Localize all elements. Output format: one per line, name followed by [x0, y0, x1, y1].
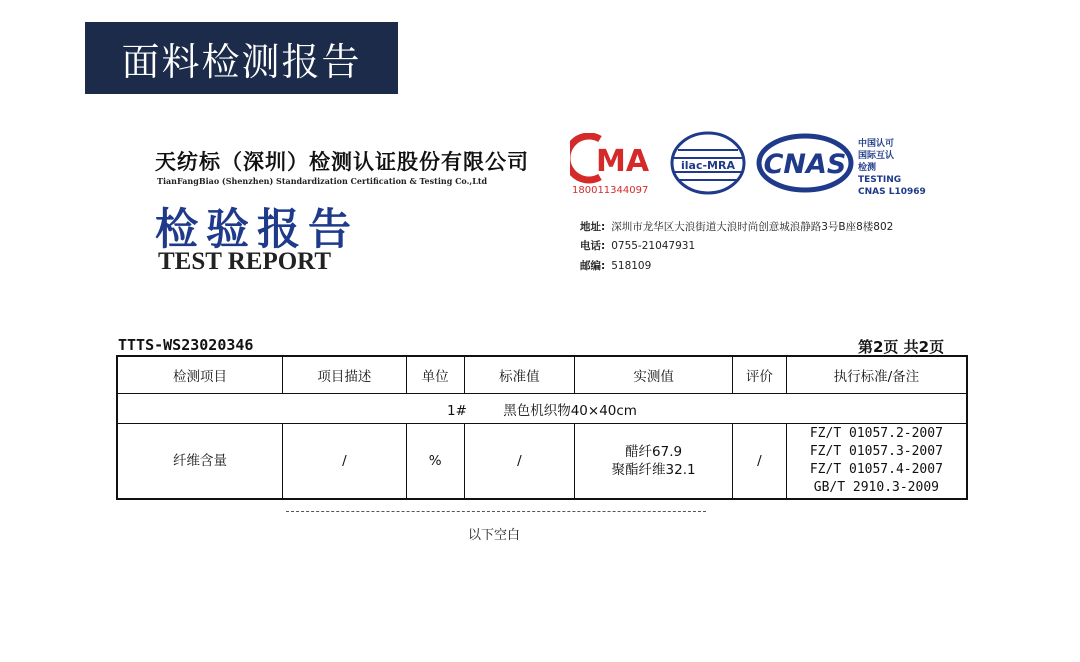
results-table	[116, 355, 968, 500]
header-cell: 评价	[732, 356, 786, 394]
description-cell: /	[283, 424, 407, 500]
table-header-row	[117, 356, 967, 394]
postcode-label: 邮编:	[580, 260, 606, 272]
header-cell: 标准值	[464, 356, 575, 394]
measured-cell	[575, 424, 733, 500]
address-label: 地址:	[580, 221, 606, 233]
sample-description: 黑色机织物40×40cm	[503, 402, 637, 419]
measured-line: 聚酯纤维32.1	[611, 462, 696, 478]
standards-cell	[786, 424, 967, 500]
phone-label: 电话:	[580, 240, 606, 252]
standard-line: FZ/T 01057.2-2007	[809, 426, 943, 441]
header-cell: 项目描述	[283, 356, 407, 394]
table-row	[117, 424, 967, 500]
divider	[286, 511, 706, 512]
report-title-en: TEST REPORT	[158, 248, 332, 275]
contact-phone	[580, 238, 695, 253]
cnas-line: CNAS L10969	[858, 187, 926, 197]
item-cell: 纤维含量	[117, 424, 283, 500]
cnas-line: 国际互认	[858, 151, 895, 161]
title-banner	[85, 22, 398, 94]
header-cell: 检测项目	[117, 356, 283, 394]
report-number: TTTS-WS23020346	[118, 336, 254, 354]
standard-line: GB/T 2910.3-2009	[813, 480, 939, 495]
cnas-line: TESTING	[858, 175, 902, 185]
cnas-line: 检测	[858, 163, 877, 173]
sample-row	[117, 394, 967, 424]
cnas-accreditation-text	[858, 138, 926, 198]
evaluation-cell: /	[732, 424, 786, 500]
blank-note: 以下空白	[468, 528, 521, 543]
cma-number: 180011344097	[572, 185, 649, 195]
header-cell: 实测值	[575, 356, 733, 394]
sample-id: 1#	[447, 402, 467, 419]
standard-line: FZ/T 01057.4-2007	[809, 462, 943, 477]
cnas-logo	[756, 133, 854, 193]
postcode-value: 518109	[611, 260, 652, 272]
page-info: 第2页 共2页	[858, 338, 945, 356]
standard-line: FZ/T 01057.3-2007	[809, 444, 943, 459]
cma-text: MA	[596, 144, 650, 179]
unit-cell: %	[406, 424, 464, 500]
company-name-en: TianFangBiao (Shenzhen) Standardization Certification & Testing Co.,Ltd	[157, 176, 488, 186]
ilac-text: ilac-MRA	[681, 159, 735, 172]
cma-logo	[570, 133, 658, 195]
phone-value: 0755-21047931	[611, 240, 696, 252]
ilac-mra-logo	[668, 130, 748, 196]
address-value: 深圳市龙华区大浪街道大浪时尚创意城浪静路3号B座8楼802	[611, 221, 894, 233]
cnas-line: 中国认可	[858, 139, 895, 149]
standard-value-cell: /	[464, 424, 575, 500]
header-cell: 执行标准/备注	[786, 356, 967, 394]
report-title-cn: 检验报告	[155, 205, 359, 255]
measured-line: 醋纤67.9	[625, 444, 683, 460]
company-name-cn: 天纺标（深圳）检测认证股份有限公司	[155, 149, 529, 174]
contact-postcode	[580, 258, 651, 273]
cnas-text: CNAS	[763, 149, 847, 180]
contact-address	[580, 219, 893, 234]
banner-title: 面料检测报告	[121, 39, 362, 84]
sample-cell	[117, 394, 967, 424]
header-cell: 单位	[406, 356, 464, 394]
